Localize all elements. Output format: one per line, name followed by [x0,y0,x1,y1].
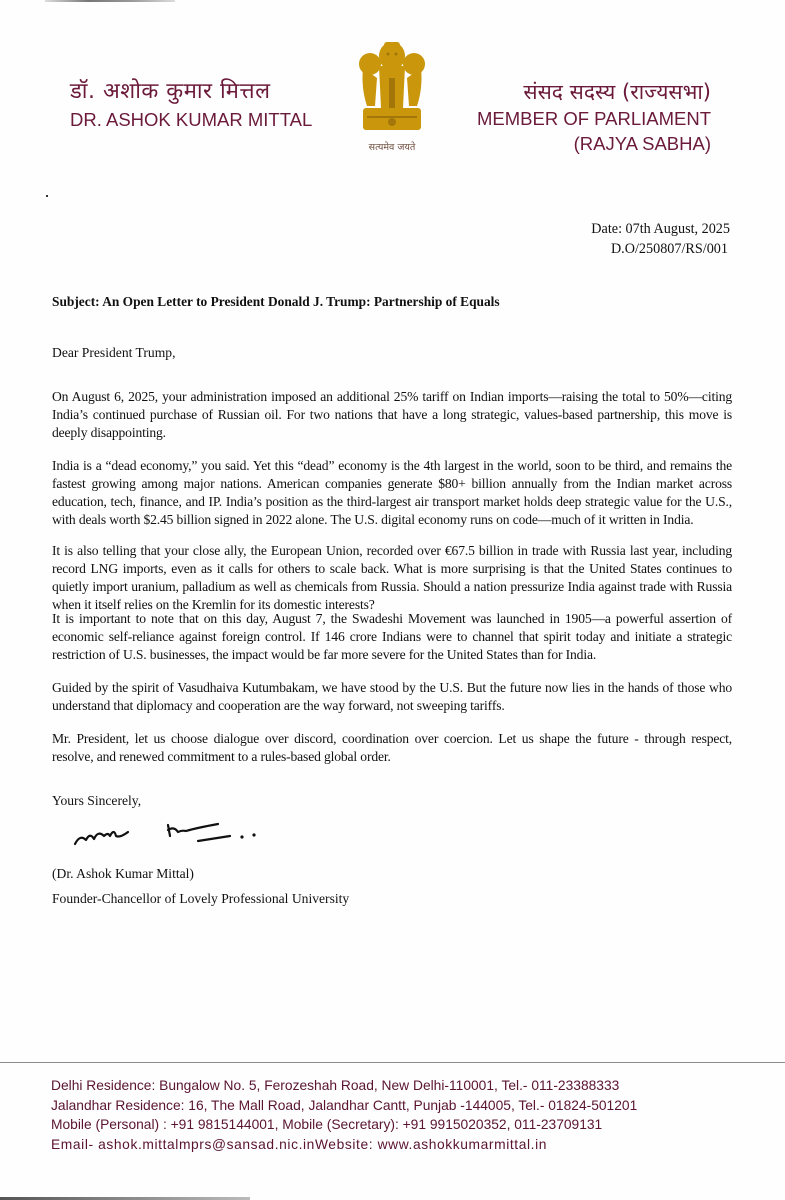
email-website-line [51,1135,711,1155]
designation-house: (RAJYA SABHA) [573,133,711,154]
signatory-name: (Dr. Ashok Kumar Mittal) [52,866,194,881]
footer-contact [51,1076,711,1154]
mobile-numbers: Mobile (Personal) : +91 9815144001, Mobile (Secretary): +91 9915020352, 011-23709131 [51,1117,603,1132]
salutation: Dear President Trump, [52,345,176,360]
designation-english: MEMBER OF PARLIAMENT [476,108,711,129]
letterhead-name [70,78,312,132]
reference-number: D.O/250807/RS/001 [610,241,728,257]
letterhead-designation [477,78,711,156]
body-paragraph: Mr. President, let us choose dialogue over discord, coordination over coercion. Let us shape the future - through respect, resolve, and renewed commitment to a rules-based global order. [52,731,732,764]
signature-icon [70,812,310,852]
body-paragraph: India is a “dead economy,” you said. Yet this “dead” economy is the 4th largest in the world, soon to be third, and remains the fastest growing among major nations. American companies generate $80+ billion annually from the Indian market across education, tech, finance, and IP. India’s position as the third-largest air transport market holds deep strategic value for the U.S., with deals worth $2.45 billion signed in 2022 alone. The U.S. digital economy runs on code—much of it written in India. [52,458,732,527]
scan-speck [46,195,48,197]
delhi-address: Delhi Residence: Bungalow No. 5, Ferozeshah Road, New Delhi-110001, Tel.- 011-23388333 [51,1078,620,1093]
body-paragraph: It is important to note that on this day, August 7, the Swadeshi Movement was launched in 1905—a powerful assertion of economic self-reliance against foreign control. If 146 crore Indians were to channel that spirit today and initiate a strategic restriction of U.S. businesses, the impact would be far more severe for the United States than for India. [52,611,732,662]
subject-line: Subject: An Open Letter to President Donald J. Trump: Partnership of Equals [52,294,500,309]
email-link[interactable]: Email- ashok.mittalmprs@sansad.nic.in [51,1136,315,1152]
name-hindi: डॉ. अशोक कुमार मित्तल [70,79,271,104]
date-reference-block [580,219,730,259]
designation-hindi: संसद सदस्य (राज्यसभा) [523,80,711,104]
body-paragraph: It is also telling that your close ally, the European Union, recorded over €67.5 billion in trade with Russia last year, including record LNG imports, even as it calls for others to scale back. What is more surprising is that the United States continues to quietly import uranium, palladium as well as chemicals from Russia. Should a nation pressurize India against trade with Russia when it itself relies on the Kremlin for its domestic interests? [52,543,732,612]
body-paragraph: On August 6, 2025, your administration imposed an additional 25% tariff on Indian imports—raising the total to 50%—citing India’s continued purchase of Russian oil. For two nations that have a long strategic, values-based partnership, this move is deeply disappointing. [52,389,732,440]
name-english: DR. ASHOK KUMAR MITTAL [70,109,313,130]
signatory-title: Founder-Chancellor of Lovely Professional University [52,891,350,906]
body-paragraph: Guided by the spirit of Vasudhaiva Kutumbakam, we have stood by the U.S. But the future now lies in the hands of those who understand that diplomacy and cooperation are the way forward, not sweeping tariffs. [52,680,732,713]
website-link[interactable]: Website: www.ashokkumarmittal.in [314,1136,548,1152]
emblem-motto: सत्यमेव जयते [368,142,416,153]
closing: Yours Sincerely, [52,793,142,808]
letter-date: Date: 07th August, 2025 [591,221,730,237]
scan-edge-top [45,0,175,2]
jalandhar-address: Jalandhar Residence: 16, The Mall Road, Jalandhar Cantt, Punjab -144005, Tel.- 01824-501201 [51,1097,638,1113]
footer-divider [0,1062,785,1063]
